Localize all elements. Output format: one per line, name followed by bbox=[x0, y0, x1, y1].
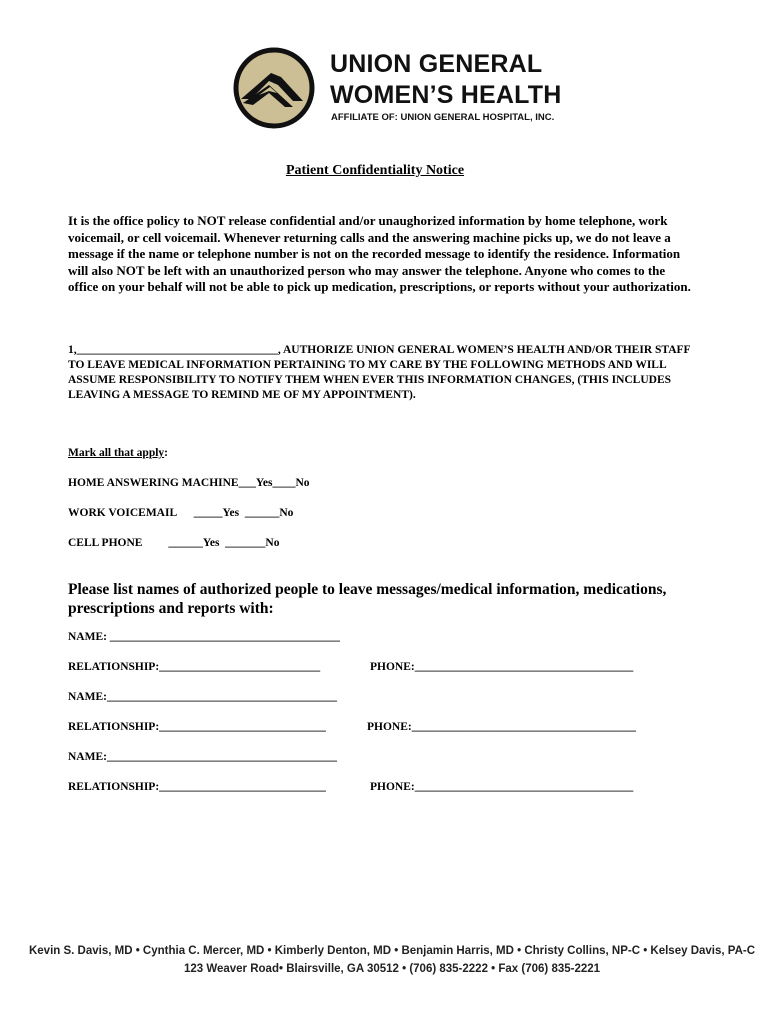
name-field-3[interactable]: NAME:________________________________________ bbox=[68, 751, 337, 763]
work-voicemail-option[interactable]: WORK VOICEMAIL _____Yes ______No bbox=[68, 507, 294, 519]
relationship-field-3[interactable]: RELATIONSHIP:_____________________________ bbox=[68, 781, 326, 793]
authorization-paragraph: 1,___________________________________, AUTHORIZE UNION GENERAL WOMEN’S HEALTH AND/OR THEIR STAFF TO LEAVE MEDICAL INFORMATION PERTAINING TO MY CARE BY THE FOLLOWING METHODS AND WILL ASSUME RESPONSIBILITY TO NOTIFY THEM WHEN EVER THIS INFORMATION CHANGES, (THIS INCLUDES LEAVING A MESSAGE TO REMIND ME OF MY APPOINTMENT). bbox=[68, 344, 691, 401]
brand-name-line-1: UNION GENERAL bbox=[330, 50, 543, 78]
relationship-field-2[interactable]: RELATIONSHIP:_____________________________ bbox=[68, 721, 326, 733]
authorized-people-instructions: Please list names of authorized people to leave messages/medical information, medications, prescriptions and reports with: bbox=[68, 581, 667, 617]
home-answering-machine-option[interactable]: HOME ANSWERING MACHINE___Yes____No bbox=[68, 477, 310, 489]
brand-affiliation: AFFILIATE OF: UNION GENERAL HOSPITAL, INC. bbox=[331, 112, 555, 123]
phone-field-3[interactable]: PHONE:______________________________________ bbox=[370, 781, 634, 793]
mountain-logo-icon bbox=[233, 47, 315, 129]
brand-name-line-2: WOMEN’S HEALTH bbox=[330, 81, 562, 109]
footer-address: 123 Weaver Road• Blairsville, GA 30512 • (706) 835-2222 • Fax (706) 835-2221 bbox=[183, 963, 601, 975]
phone-field-2[interactable]: PHONE:_______________________________________ bbox=[367, 721, 636, 733]
name-field-1[interactable]: NAME: ________________________________________ bbox=[68, 631, 340, 643]
mark-all-heading bbox=[68, 447, 168, 459]
policy-paragraph: It is the office policy to NOT release confidential and/or unaughorized information by home telephone, work voicemail, or cell voicemail. Whenever returning calls and the answering machine picks up, we do not leave a message if the name or telephone number is not on the recorded message to identify the residence. Information will also NOT be left with an unauthorized person who may answer the telephone. Anyone who comes to the office on your behalf will not be able to pick up medication, prescriptions, or reports without your authorization. bbox=[68, 213, 691, 295]
cell-phone-option[interactable]: CELL PHONE ______Yes _______No bbox=[68, 537, 280, 549]
phone-field-1[interactable]: PHONE:______________________________________ bbox=[370, 661, 634, 673]
page-title: Patient Confidentiality Notice bbox=[285, 163, 465, 178]
name-field-2[interactable]: NAME:________________________________________ bbox=[68, 691, 337, 703]
mark-all-label: Mark all that apply bbox=[68, 447, 165, 459]
footer-providers: Kevin S. Davis, MD • Cynthia C. Mercer, MD • Kimberly Denton, MD • Benjamin Harris, MD • Christy Collins, NP-C • Kelsey Davis, PA-C bbox=[28, 945, 756, 957]
mark-all-colon: : bbox=[164, 447, 169, 459]
relationship-field-1[interactable]: RELATIONSHIP:____________________________ bbox=[68, 661, 321, 673]
